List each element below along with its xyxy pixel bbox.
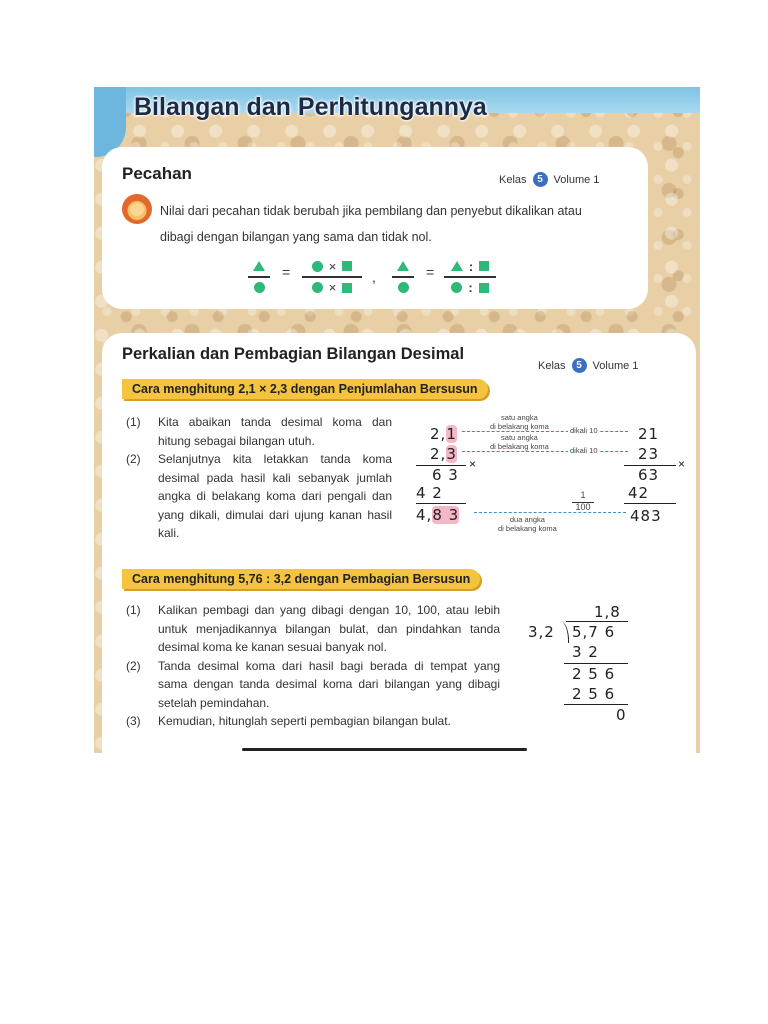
division-divisor: 3,2 <box>528 623 555 641</box>
note-dikali-2: dikali 10 <box>570 446 598 455</box>
pink-arrow-1 <box>462 431 628 432</box>
triangle-icon <box>253 261 265 271</box>
times-sign: × <box>678 457 686 471</box>
triangle-icon <box>397 261 409 271</box>
fraction-triangle-circle-2 <box>392 259 414 295</box>
kelas-text: Kelas <box>538 359 566 372</box>
step-item: (3) Kemudian, hitunglah seperti pembagian bilangan bulat. <box>126 714 451 728</box>
pecahan-text-line1: Nilai dari pecahan tidak berubah jika pembilang dan penyebut dikalikan atau <box>160 204 582 218</box>
kelas-badge: 5 <box>533 172 548 187</box>
calc-right-a: 21 <box>638 425 660 443</box>
circle-icon <box>398 282 409 293</box>
pecahan-card <box>102 147 648 309</box>
pecahan-kelas-label <box>499 172 599 187</box>
note-satu-angka-1: satu angka di belakang koma <box>490 413 549 431</box>
times-sign: × <box>328 280 337 295</box>
division-step-2: 2 5 6 <box>572 665 616 683</box>
calc-rule <box>416 503 466 504</box>
step-item: (1) Kita abaikan tanda desimal koma dan hitung sebagai bilangan utuh. <box>126 415 392 448</box>
circle-icon <box>312 282 323 293</box>
volume-text: Volume 1 <box>553 173 600 186</box>
equals-sign-2: = <box>426 264 435 280</box>
calc-right-b: 23 <box>638 445 660 463</box>
pecahan-heading: Pecahan <box>122 164 192 183</box>
division-remainder: 0 <box>616 706 627 724</box>
blue-arrow <box>474 512 626 513</box>
circle-icon <box>312 261 323 272</box>
fraction-times-square <box>302 259 362 295</box>
pink-arrow-2 <box>462 451 628 452</box>
lion-mascot-icon <box>122 194 152 224</box>
section2-title: Cara menghitung 5,76 : 3,2 dengan Pembagian Bersusun <box>122 569 480 589</box>
page-title: Bilangan dan Perhitungannya <box>134 93 487 121</box>
calc-right-p2: 42 <box>628 484 650 502</box>
square-icon <box>479 261 489 271</box>
step-item: (1) Kalikan pembagi dan yang dibagi dengan 10, 100, atau lebih untuk menjadikannya bilangan bulat, dan pindahkan tanda desimal koma ke kanan sesuai banyak nol. <box>126 603 500 654</box>
division-step-3: 2 5 6 <box>572 685 616 703</box>
calc-row-a: 2,1 <box>430 425 457 443</box>
division-dividend: 5,7 6 <box>572 623 616 641</box>
note-satu-angka-2: satu angka di belakang koma <box>490 433 549 451</box>
calc-partial-1: 6 3 <box>432 466 459 484</box>
kelas-badge: 5 <box>572 358 587 373</box>
equals-sign: = <box>282 264 291 280</box>
division-step-1: 3 2 <box>572 643 599 661</box>
circle-icon <box>451 282 462 293</box>
circle-icon <box>254 282 265 293</box>
desimal-card <box>102 333 696 753</box>
fraction-one-hundredth: 1 100 <box>572 491 594 514</box>
divide-sign: : <box>468 280 473 295</box>
desimal-heading: Perkalian dan Pembagian Bilangan Desimal <box>122 345 465 363</box>
times-sign: × <box>328 258 337 274</box>
section1-steps <box>126 413 392 543</box>
division-bracket <box>560 621 569 643</box>
comma-sign: , <box>372 269 376 285</box>
section2-steps <box>126 601 500 731</box>
square-icon <box>342 261 352 271</box>
note-dikali-1: dikali 10 <box>570 426 598 435</box>
fraction-triangle-circle <box>248 259 270 295</box>
calc-right-result: 483 <box>630 507 662 525</box>
triangle-icon <box>451 261 463 271</box>
desimal-kelas-label <box>538 358 638 373</box>
page-bottom-rule <box>242 748 527 751</box>
square-icon <box>479 283 489 293</box>
calc-row-b: 2,3 <box>430 445 457 463</box>
division-quotient: 1,8 <box>594 603 621 621</box>
textbook-page <box>94 87 700 753</box>
fraction-divide-square <box>444 259 496 295</box>
step-item: (2) Selanjutnya kita letakkan tanda koma desimal pada hasil kali sebanyak jumlah angka di belakang koma dari pengali dan yang dikali, dimulai dari ujung kanan hasil kali. <box>126 452 392 540</box>
pecahan-text-line2: dibagi dengan bilangan yang sama dan tidak nol. <box>160 230 432 244</box>
calc-result: 4,8 3 <box>416 506 460 524</box>
divide-sign: : <box>468 258 474 274</box>
step-item: (2) Tanda desimal koma dari hasil bagi berada di tempat yang sama dengan tanda desimal koma dari bilangan yang dibagi setelah pemindahan. <box>126 658 500 710</box>
volume-text: Volume 1 <box>592 359 639 372</box>
times-sign: × <box>469 457 477 471</box>
section1-title: Cara menghitung 2,1 × 2,3 dengan Penjumlahan Bersusun <box>122 379 488 399</box>
calc-partial-2: 4 2 <box>416 484 443 502</box>
calc-rule <box>624 503 676 504</box>
square-icon <box>342 283 352 293</box>
calc-right-p1: 63 <box>638 466 660 484</box>
note-dua-angka: dua angka di belakang koma <box>498 515 557 533</box>
kelas-text: Kelas <box>499 173 527 186</box>
